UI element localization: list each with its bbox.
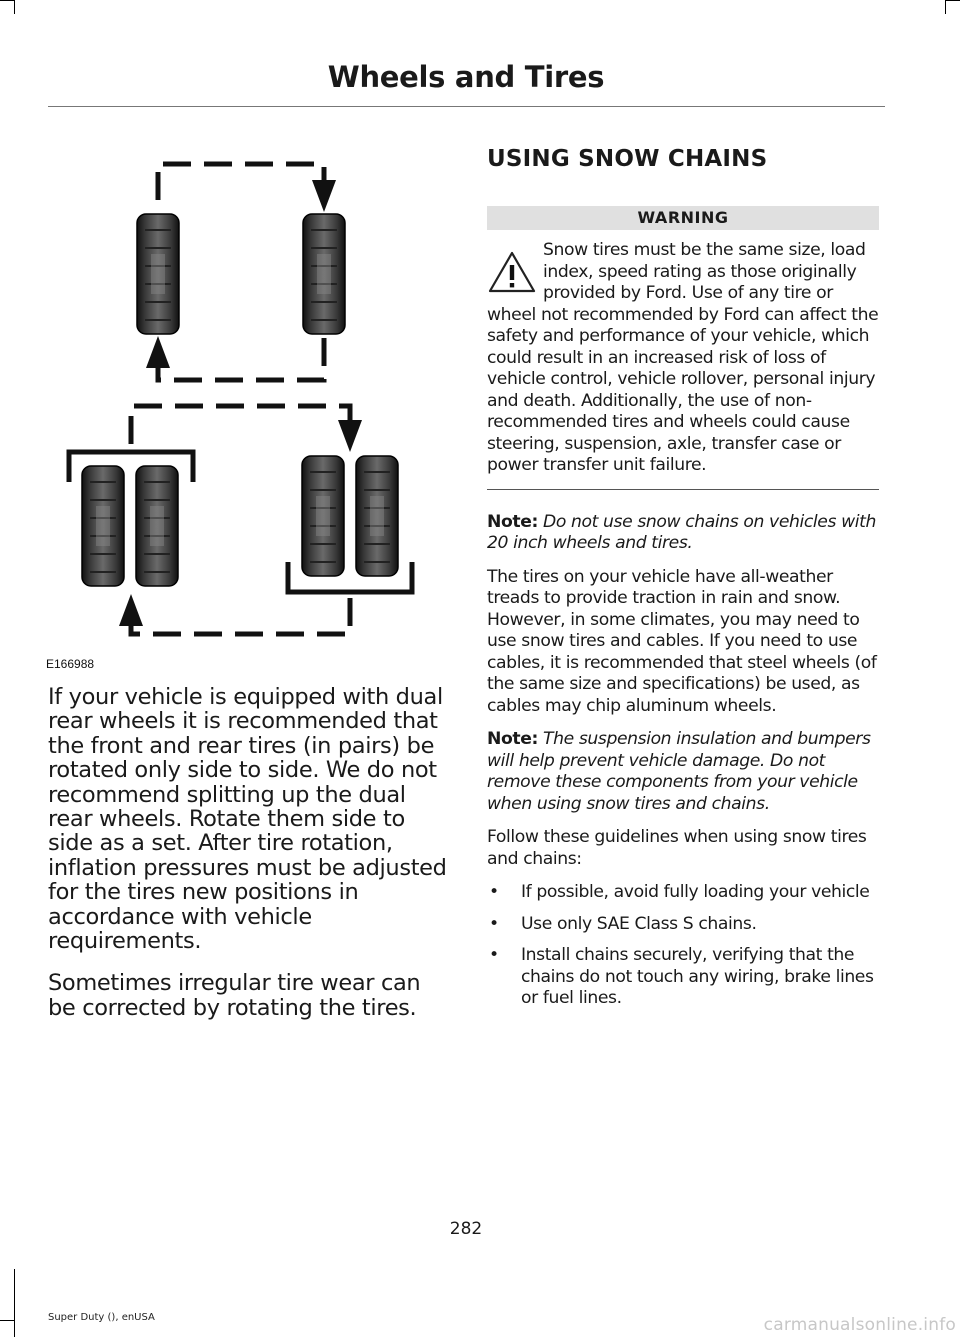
- list-item-text: Install chains securely, verifying that the chains do not touch any wiring, brake lines or fuel lines.: [521, 945, 874, 1008]
- crop-mark: [0, 0, 14, 1]
- tire-rotation-diagram: [46, 142, 446, 672]
- rear-left-outer-tire: [82, 466, 124, 586]
- arrow-up-icon: [119, 594, 143, 626]
- warning-triangle-icon: [487, 250, 537, 294]
- irregular-wear-paragraph: Sometimes irregular tire wear can be corrected by rotating the tires.: [48, 970, 421, 1021]
- rear-right-outer-tire: [356, 456, 398, 576]
- note-snow-chains: [487, 512, 879, 555]
- note-label: Note:: [487, 511, 538, 532]
- front-left-tire: [137, 214, 179, 334]
- crop-mark: [946, 0, 960, 1]
- list-item-text: If possible, avoid fully loading your vehicle: [521, 882, 870, 902]
- list-item-text: Use only SAE Class S chains.: [521, 913, 757, 934]
- note-text: The suspension insulation and bumpers will help prevent vehicle damage. Do not remove these components from your vehicle when using snow tires and chains.: [487, 729, 871, 814]
- crop-mark: [14, 1269, 15, 1337]
- note-suspension: [487, 729, 879, 815]
- section-heading: USING SNOW CHAINS: [487, 146, 768, 172]
- arrow-down-icon: [312, 180, 336, 212]
- right-column: [487, 146, 879, 1020]
- note-text: Do not use snow chains on vehicles with 20 inch wheels and tires.: [487, 511, 876, 553]
- arrow-down-icon: [338, 420, 362, 452]
- warning-label: WARNING: [487, 206, 879, 230]
- front-right-tire: [303, 214, 345, 334]
- rear-left-inner-tire: [136, 466, 178, 586]
- header-divider: [48, 106, 885, 107]
- all-weather-paragraph: The tires on your vehicle have all-weather treads to provide traction in rain and snow. However, in some climates, you may need to use snow tires and cables. If you need to use cables, it is recommended that steel wheels (of the same size and specifications) be used, as cables may chip aluminum wheels.: [487, 566, 877, 716]
- guidelines-list: [487, 882, 879, 1010]
- bullet-icon: •: [489, 945, 499, 965]
- warning-divider: [487, 489, 879, 490]
- crop-mark: [0, 1320, 14, 1321]
- arrow-up-icon: [146, 336, 170, 368]
- list-item: [487, 914, 879, 936]
- warning-box: [487, 240, 879, 477]
- bullet-icon: •: [489, 913, 499, 934]
- list-item: [487, 882, 879, 904]
- figure-id: E166988: [46, 657, 95, 671]
- note-label: Note:: [487, 729, 538, 749]
- crop-mark: [14, 0, 15, 14]
- page-title: Wheels and Tires: [327, 60, 605, 94]
- guidelines-intro: Follow these guidelines when using snow tires and chains:: [487, 827, 867, 869]
- left-column: [48, 685, 448, 1038]
- crop-mark: [945, 0, 946, 14]
- front-rotation-path: [158, 164, 324, 380]
- bullet-icon: •: [489, 882, 499, 902]
- rear-right-inner-tire: [302, 456, 344, 576]
- rotation-paragraph: If your vehicle is equipped with dual rear wheels it is recommended that the front and rear tires (in pairs) be rotated only side to side. We do not recommend splitting up the dual rear wheels. Rotate them side to side as a set. After tire rotation, inflation pressures must be adjusted for the tires new positions in accordance with vehicle requirements.: [48, 684, 447, 955]
- warning-text: Snow tires must be the same size, load index, speed rating as those originally provided by Ford. Use of any tire or wheel not recommended by Ford can affect the safety and performance of your vehicle, which could result in an increased risk of loss of vehicle control, vehicle rollover, personal injury and death. Additionally, the use of non-recommended tires and wheels could cause steering, suspension, axle, transfer case or power transfer unit failure.: [487, 240, 879, 475]
- watermark: carmanualsonline.info: [763, 1315, 956, 1335]
- doc-info: Super Duty (), enUSA: [48, 1312, 155, 1323]
- list-item: [487, 945, 879, 1010]
- page-number: 282: [449, 1219, 483, 1239]
